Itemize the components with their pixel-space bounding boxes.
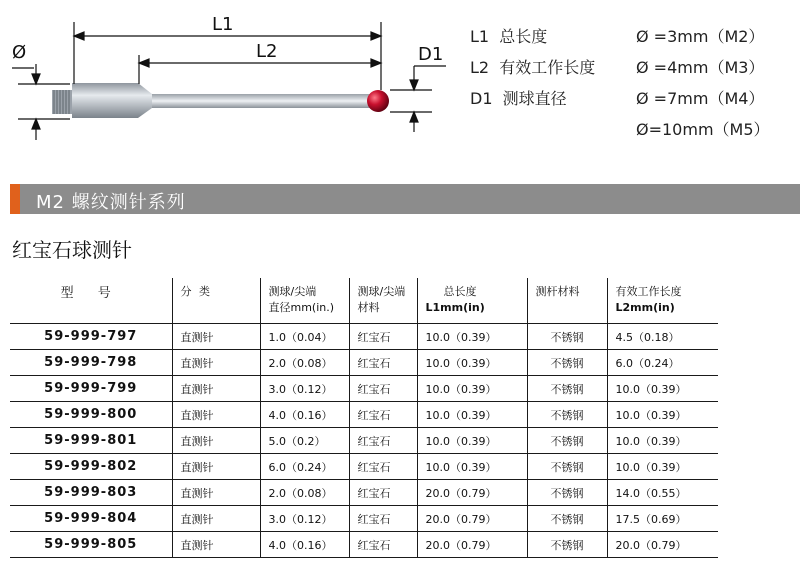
- cell-diameter: 4.0（0.16）: [260, 402, 349, 428]
- section-banner: [10, 184, 800, 214]
- header-line: 直径mm(in.): [268, 301, 335, 314]
- stylus-stem: [152, 94, 370, 108]
- cell-diameter: 4.0（0.16）: [260, 532, 349, 558]
- legend-l2: [470, 58, 595, 78]
- header-line: 测球/尖端: [357, 285, 406, 298]
- stylus-body: [72, 83, 152, 118]
- section-subtitle: 红宝石球测针: [12, 238, 132, 262]
- cell-class: 直测针: [172, 402, 260, 428]
- header-material: [349, 278, 417, 324]
- table-header-row: [10, 278, 718, 324]
- cell-model: 59-999-799: [10, 376, 172, 402]
- thread-spec-m2: [636, 27, 764, 47]
- cell-total-length: 10.0（0.39）: [417, 454, 527, 480]
- cell-total-length: 20.0（0.79）: [417, 480, 527, 506]
- cell-model: 59-999-798: [10, 350, 172, 376]
- cell-model: 59-999-800: [10, 402, 172, 428]
- header-line: 有效工作长度: [615, 285, 682, 298]
- thread-size: （M2）: [708, 27, 765, 46]
- table-row: [10, 402, 718, 428]
- table-row: [10, 324, 718, 350]
- d1-label: D1: [418, 44, 444, 65]
- cell-total-length: 10.0（0.39）: [417, 324, 527, 350]
- header-line: L2mm(in): [615, 301, 675, 314]
- cell-stem: 不锈钢: [527, 324, 607, 350]
- banner-accent: [10, 184, 20, 214]
- cell-total-length: 10.0（0.39）: [417, 428, 527, 454]
- cell-stem: 不锈钢: [527, 376, 607, 402]
- header-total-length: [417, 278, 527, 324]
- cell-working-length: 10.0（0.39）: [607, 376, 718, 402]
- thread-size: （M3）: [708, 58, 765, 77]
- table-row: [10, 532, 718, 558]
- phi-label: Ø: [12, 42, 27, 63]
- cell-model: 59-999-803: [10, 480, 172, 506]
- l1-label: L1: [212, 14, 234, 35]
- table-row: [10, 428, 718, 454]
- thread-size: （M4）: [708, 89, 765, 108]
- cell-model: 59-999-805: [10, 532, 172, 558]
- table-row: [10, 376, 718, 402]
- legend-text: 有效工作长度: [499, 58, 596, 77]
- cell-diameter: 5.0（0.2）: [260, 428, 349, 454]
- legend-d1: [470, 89, 567, 109]
- cell-total-length: 20.0（0.79）: [417, 506, 527, 532]
- cell-model: 59-999-802: [10, 454, 172, 480]
- table-row: [10, 454, 718, 480]
- cell-working-length: 4.5（0.18）: [607, 324, 718, 350]
- cell-stem: 不锈钢: [527, 428, 607, 454]
- thread-diameter: Ø=10mm: [636, 120, 714, 139]
- thread-spec-m3: [636, 58, 764, 78]
- cell-stem: 不锈钢: [527, 454, 607, 480]
- cell-material: 红宝石: [349, 350, 417, 376]
- cell-material: 红宝石: [349, 402, 417, 428]
- legend-text: 总长度: [499, 27, 548, 46]
- header-ball-diameter: [260, 278, 349, 324]
- cell-class: 直测针: [172, 532, 260, 558]
- spec-table: [10, 278, 718, 558]
- l2-label: L2: [256, 41, 278, 62]
- cell-diameter: 1.0（0.04）: [260, 324, 349, 350]
- cell-working-length: 20.0（0.79）: [607, 532, 718, 558]
- cell-class: 直测针: [172, 376, 260, 402]
- cell-total-length: 10.0（0.39）: [417, 376, 527, 402]
- cell-model: 59-999-801: [10, 428, 172, 454]
- cell-material: 红宝石: [349, 454, 417, 480]
- cell-model: 59-999-797: [10, 324, 172, 350]
- header-stem-material: 测杆材料: [527, 278, 607, 324]
- cell-class: 直测针: [172, 506, 260, 532]
- cell-class: 直测针: [172, 324, 260, 350]
- cell-material: 红宝石: [349, 428, 417, 454]
- cell-working-length: 6.0（0.24）: [607, 350, 718, 376]
- cell-diameter: 3.0（0.12）: [260, 376, 349, 402]
- cell-stem: 不锈钢: [527, 532, 607, 558]
- cell-class: 直测针: [172, 428, 260, 454]
- cell-total-length: 10.0（0.39）: [417, 350, 527, 376]
- thread-section: [52, 90, 72, 114]
- header-line: 材料: [357, 301, 380, 314]
- cell-material: 红宝石: [349, 480, 417, 506]
- thread-spec-m5: [636, 120, 770, 140]
- cell-working-length: 17.5（0.69）: [607, 506, 718, 532]
- cell-class: 直测针: [172, 454, 260, 480]
- cell-material: 红宝石: [349, 532, 417, 558]
- header-model: 型 号: [10, 278, 172, 324]
- legend-key: L1: [470, 27, 490, 46]
- ruby-ball: [367, 90, 389, 112]
- cell-class: 直测针: [172, 480, 260, 506]
- cell-stem: 不锈钢: [527, 506, 607, 532]
- table-row: [10, 350, 718, 376]
- thread-spec-m4: [636, 89, 764, 109]
- cell-working-length: 10.0（0.39）: [607, 454, 718, 480]
- table-row: [10, 480, 718, 506]
- legend-text: 测球直径: [502, 89, 567, 108]
- banner-title: M2 螺纹测针系列: [36, 192, 186, 213]
- legend-key: L2: [470, 58, 490, 77]
- stylus-diagram: [0, 0, 460, 150]
- cell-working-length: 10.0（0.39）: [607, 402, 718, 428]
- cell-stem: 不锈钢: [527, 350, 607, 376]
- cell-diameter: 2.0（0.08）: [260, 350, 349, 376]
- thread-diameter: Ø =7mm: [636, 89, 709, 108]
- thread-diameter: Ø =4mm: [636, 58, 709, 77]
- cell-class: 直测针: [172, 350, 260, 376]
- legend-key: D1: [470, 89, 493, 108]
- cell-material: 红宝石: [349, 376, 417, 402]
- cell-working-length: 10.0（0.39）: [607, 428, 718, 454]
- header-class: 分 类: [172, 278, 260, 324]
- cell-diameter: 6.0（0.24）: [260, 454, 349, 480]
- thread-size: （M5）: [713, 120, 770, 139]
- header-line: 总长度: [443, 285, 477, 298]
- legend-l1: [470, 27, 547, 47]
- table-row: [10, 506, 718, 532]
- cell-material: 红宝石: [349, 324, 417, 350]
- header-line: 测球/尖端: [268, 285, 317, 298]
- cell-diameter: 2.0（0.08）: [260, 480, 349, 506]
- cell-material: 红宝石: [349, 506, 417, 532]
- cell-total-length: 20.0（0.79）: [417, 532, 527, 558]
- cell-diameter: 3.0（0.12）: [260, 506, 349, 532]
- cell-working-length: 14.0（0.55）: [607, 480, 718, 506]
- cell-total-length: 10.0（0.39）: [417, 402, 527, 428]
- cell-model: 59-999-804: [10, 506, 172, 532]
- cell-stem: 不锈钢: [527, 402, 607, 428]
- thread-diameter: Ø =3mm: [636, 27, 709, 46]
- header-line: L1mm(in): [425, 301, 485, 314]
- header-working-length: [607, 278, 718, 324]
- cell-stem: 不锈钢: [527, 480, 607, 506]
